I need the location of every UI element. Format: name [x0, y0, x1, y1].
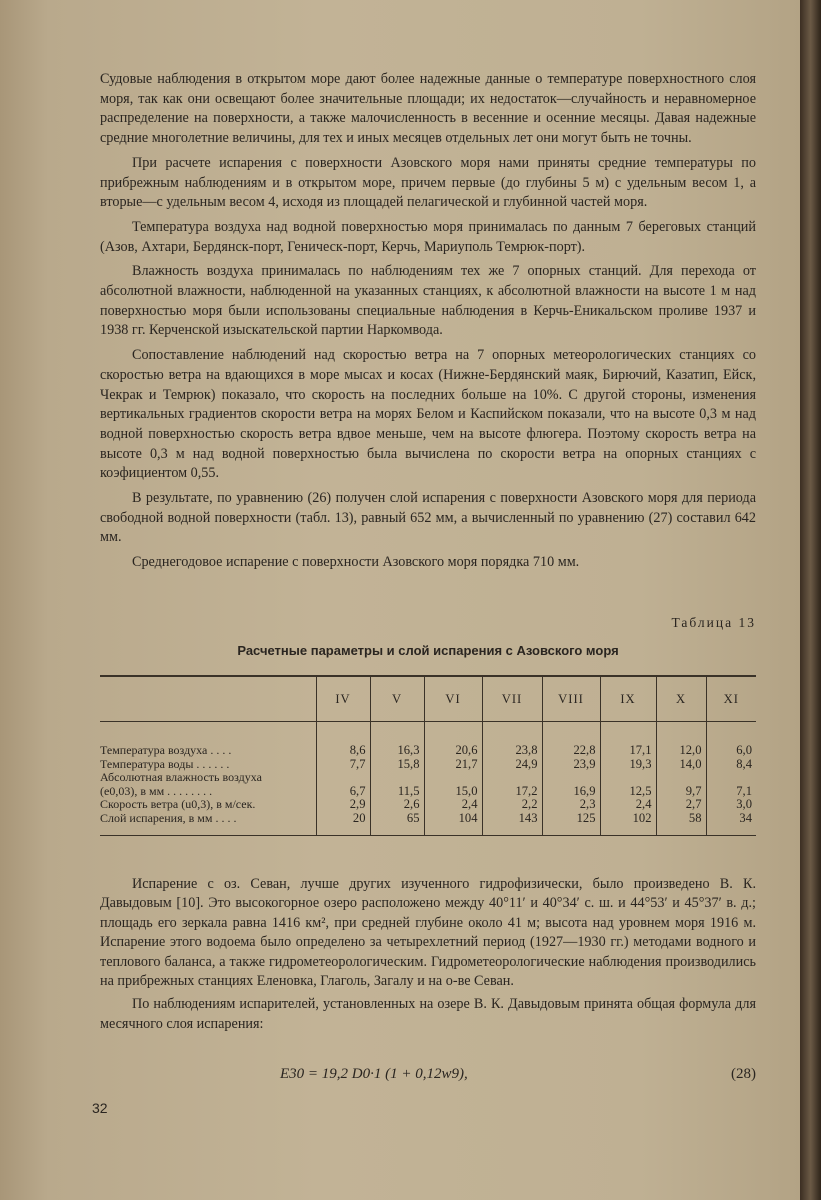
paragraph: Испарение с оз. Севан, лучше других изученного гидрофизически, было произведено В. К. Давыдовым [10]. Это высокогорное озеро расположено между 40°11′ и 40°34′ с. ш. и 44°53′ и 45°37′ в. д.; площадь его зеркала равна 1416 км², при средней глубине около 41 м; высота над уровнем моря 1916 м. Испарение этого водоема было определено за четырехлетний период (1927—1930 гг.) методами водного и теплового баланса, а также гидрометеорологическим. Гидрометеорологические наблюдения производились на прибрежных станциях Еленовка, Глаголь, Загалу и на о-ве Севан. — [100, 876, 756, 990]
header-blank — [100, 676, 316, 722]
body-text-top — [100, 70, 756, 578]
cell: 2,4 — [600, 798, 656, 812]
row-label: Слой испарения, в мм . . . . — [100, 812, 316, 836]
cell: 9,7 — [656, 785, 706, 799]
paragraph: Среднегодовое испарение с поверхности Азовского моря порядка 710 мм. — [132, 554, 580, 571]
paragraph: Судовые наблюдения в открытом море дают более надежные данные о температуре поверхностного слоя моря, так как они освещают более значительные площади; их недостаток—случайность и неравномерное распределение на поверхности, а также малочисленность в весенние и осенние месяцы. Давая надежные средние многолетние величины, для тех и иных месяцев отдельных лет они могут быть не точны. — [100, 71, 756, 147]
cell: 22,8 — [542, 744, 600, 758]
month-header: IV — [316, 676, 370, 722]
cell: 11,5 — [370, 785, 424, 799]
paragraph: Сопоставление наблюдений над скоростью ветра на 7 опорных метеорологических станциях со скоростью ветра на вдающихся в море мысах и косах (Нижне-Бердянский маяк, Бирючий, Казатип, Ейск, Чекрак и Темрюк) показало, что скорость на последних больше на 10%. С другой стороны, изменения вертикальных градиентов скорости ветра на морях Белом и Каспийском показали, что на высоте 0,3 м над водной поверхностью скорость ветра вдвое меньше, чем на высоте флюгера. Поэтому скорость ветра на высоте 0,3 м над водной поверхностью была вычислена по скорости ветра на опорных станциях с коэфициентом 0,55. — [100, 347, 756, 482]
month-header: XI — [706, 676, 756, 722]
cell: 8,4 — [706, 758, 756, 772]
page-number: 32 — [92, 1100, 108, 1116]
body-text-bottom — [100, 875, 756, 1038]
table-row — [100, 758, 756, 772]
cell: 12,0 — [656, 744, 706, 758]
cell — [706, 771, 756, 785]
evaporation-table — [100, 675, 756, 836]
cell: 7,1 — [706, 785, 756, 799]
cell: 23,9 — [542, 758, 600, 772]
cell: 20 — [316, 812, 370, 836]
cell: 23,8 — [482, 744, 542, 758]
cell: 2,4 — [424, 798, 482, 812]
cell: 7,7 — [316, 758, 370, 772]
cell: 125 — [542, 812, 600, 836]
cell: 12,5 — [600, 785, 656, 799]
table-row — [100, 785, 756, 799]
paragraph: Влажность воздуха принималась по наблюдениям тех же 7 опорных станций. Для перехода от абсолютной влажности, наблюденной на указанных станциях, к абсолютной влажности на высоте 1 м над поверхностью моря были использованы специальные наблюдения в Керчь-Еникальском проливе 1937 и 1938 гг. Керченской изыскательской партии Наркомвода. — [100, 263, 756, 339]
paragraph: При расчете испарения с поверхности Азовского моря нами приняты средние температуры по прибрежным наблюдениям и в открытом море, причем первые (до глубины 5 м) с удельным весом 1, а вторые—с удельным весом 4, исходя из площадей пелагической и глубинной частей моря. — [100, 154, 756, 211]
cell: 65 — [370, 812, 424, 836]
cell: 58 — [656, 812, 706, 836]
paragraph: Температура воздуха над водной поверхностью моря принималась по данным 7 береговых станций (Азов, Ахтари, Бердянск-порт, Геническ-порт, Керчь, Мариуполь Темрюк-порт). — [100, 218, 756, 255]
cell: 3,0 — [706, 798, 756, 812]
cell: 143 — [482, 812, 542, 836]
cell: 15,0 — [424, 785, 482, 799]
cell: 2,7 — [656, 798, 706, 812]
table-row — [100, 798, 756, 812]
cell — [656, 771, 706, 785]
month-header: VIII — [542, 676, 600, 722]
cell — [600, 771, 656, 785]
table-row — [100, 812, 756, 836]
month-header: V — [370, 676, 424, 722]
cell: 2,6 — [370, 798, 424, 812]
cell — [542, 771, 600, 785]
cell: 15,8 — [370, 758, 424, 772]
cell: 34 — [706, 812, 756, 836]
paragraph: В результате, по уравнению (26) получен слой испарения с поверхности Азовского моря для периода свободной водной поверхности (табл. 13), равный 652 мм, а вычисленный по уравнению (27) составил 642 мм. — [100, 490, 756, 546]
formula-number: (28) — [731, 1066, 756, 1082]
cell: 2,3 — [542, 798, 600, 812]
row-label: Абсолютная влажность воздуха — [100, 770, 262, 784]
table-row — [100, 744, 756, 758]
row-label: (e0,03), в мм . . . . . . . . — [100, 783, 213, 798]
cell — [316, 771, 370, 785]
book-spine-edge — [800, 0, 821, 1200]
cell: 6,0 — [706, 744, 756, 758]
formula-expression: E30 = 19,2 D0·1 (1 + 0,12w9), — [280, 1066, 468, 1082]
formula-line — [100, 1066, 756, 1090]
paragraph: По наблюдениям испарителей, установленных на озере В. К. Давыдовым принята общая формула для месячного слоя испарения: — [100, 996, 756, 1032]
cell: 19,3 — [600, 758, 656, 772]
row-label: Скорость ветра (u0,3), в м/сек. — [100, 797, 256, 811]
cell: 17,1 — [600, 744, 656, 758]
month-header: X — [656, 676, 706, 722]
cell: 2,9 — [316, 798, 370, 812]
cell: 16,3 — [370, 744, 424, 758]
cell: 20,6 — [424, 744, 482, 758]
cell — [482, 771, 542, 785]
cell — [424, 771, 482, 785]
cell: 14,0 — [656, 758, 706, 772]
cell: 6,7 — [316, 785, 370, 799]
cell: 16,9 — [542, 785, 600, 799]
cell: 2,2 — [482, 798, 542, 812]
cell — [370, 771, 424, 785]
cell: 24,9 — [482, 758, 542, 772]
table-label: Таблица 13 — [671, 615, 756, 630]
table-title: Расчетные параметры и слой испарения с Азовского моря — [237, 643, 619, 658]
row-label: Температура воздуха . . . . — [100, 743, 232, 757]
month-header: VI — [424, 676, 482, 722]
cell: 17,2 — [482, 785, 542, 799]
month-header: IX — [600, 676, 656, 722]
table-row — [100, 771, 756, 785]
cell: 102 — [600, 812, 656, 836]
table-header-row — [100, 676, 756, 722]
row-label: Температура воды . . . . . . — [100, 756, 230, 771]
cell: 21,7 — [424, 758, 482, 772]
month-header: VII — [482, 676, 542, 722]
cell: 104 — [424, 812, 482, 836]
cell: 8,6 — [316, 744, 370, 758]
